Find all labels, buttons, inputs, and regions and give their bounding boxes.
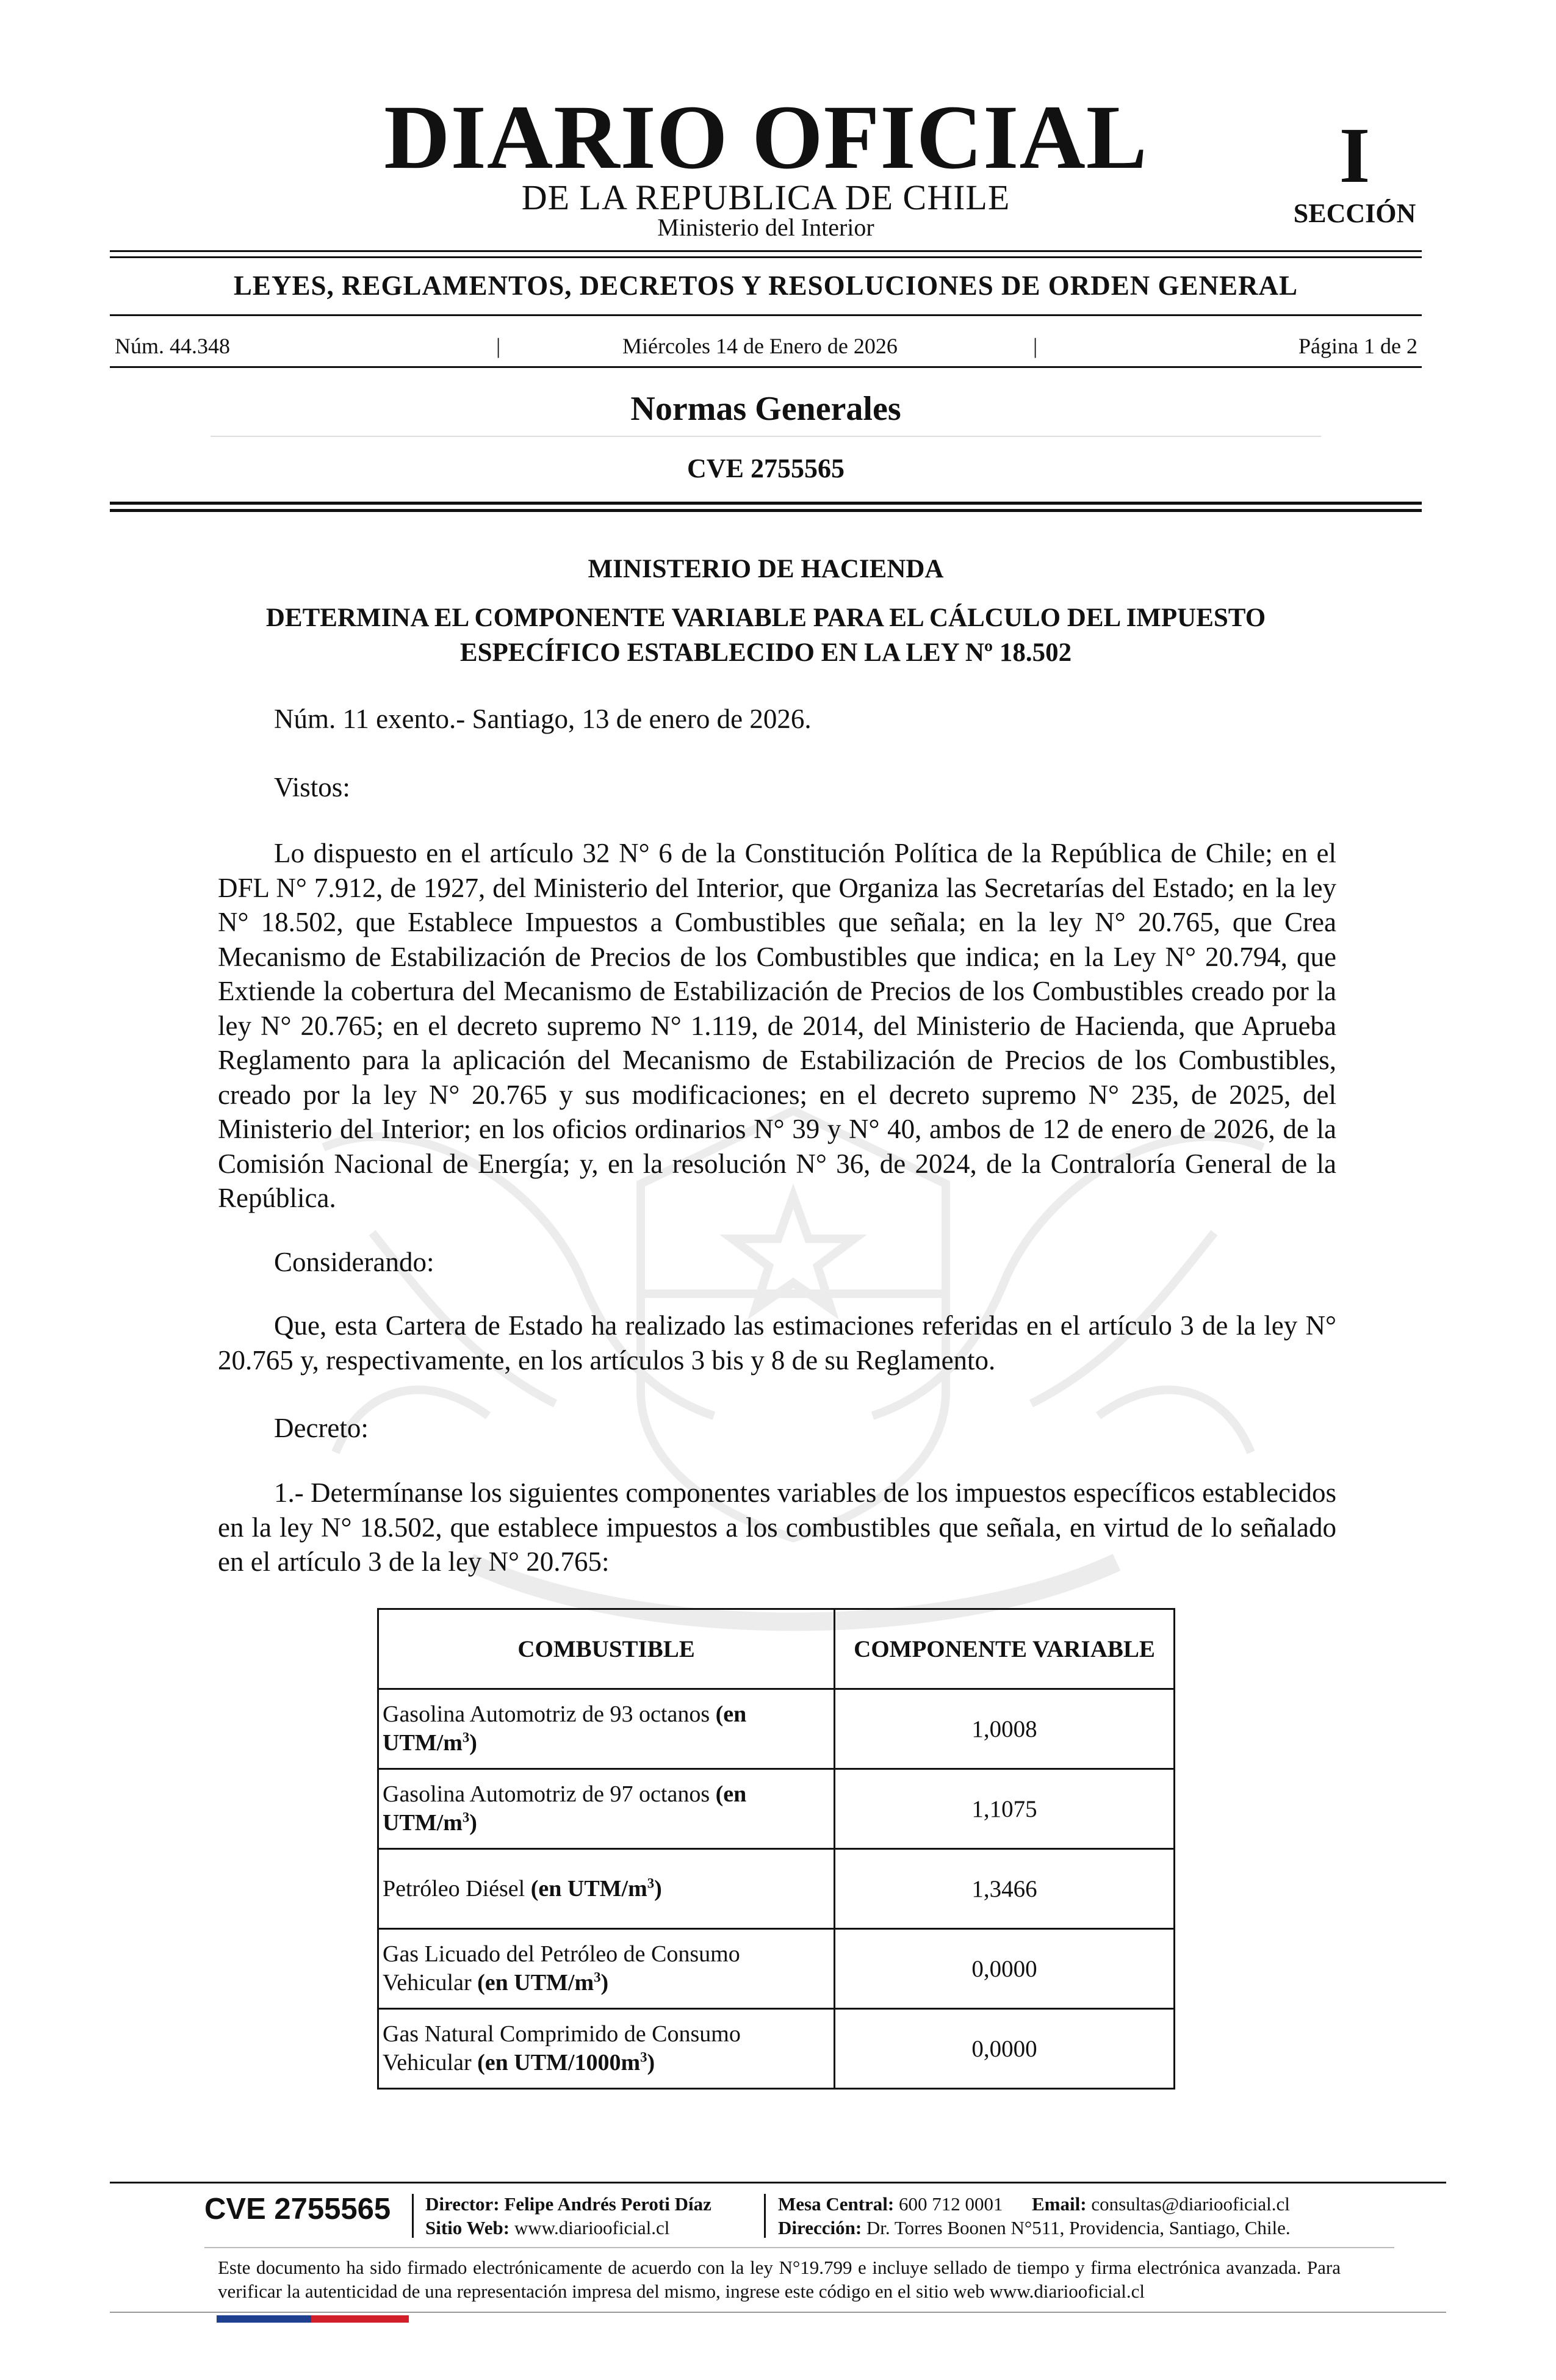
issue-number: Núm. 44.348 bbox=[115, 334, 230, 358]
fuel-name: Gasolina Automotriz de 93 octanos bbox=[383, 1701, 716, 1727]
fuel-unit-exponent: 3 bbox=[647, 1875, 655, 1891]
footer-divider bbox=[764, 2194, 766, 2238]
header-cell-variable-component: COMPONENTE VARIABLE bbox=[835, 1609, 1175, 1689]
document-title-line-2: ESPECÍFICO ESTABLECIDO EN LA LEY Nº 18.502 bbox=[459, 638, 1072, 667]
issue-row bbox=[115, 331, 1417, 361]
considerando-label: Considerando: bbox=[274, 1247, 434, 1277]
header-rule bbox=[110, 256, 1422, 258]
footer-phone-email bbox=[778, 2192, 1364, 2216]
issue-rule bbox=[110, 366, 1422, 368]
fuel-unit bbox=[477, 2050, 655, 2075]
cve-rule bbox=[110, 502, 1422, 505]
masthead-title: DIARIO OFICIAL bbox=[384, 87, 1148, 188]
considerando-paragraph: Que, esta Cartera de Estado ha realizado las estimaciones referidas en el artículo 3 de la ley N° 20.765 y, respectivamente, en los artículos 3 bis y 8 de su Reglamento. bbox=[218, 1310, 1336, 1376]
variable-component-value: 0,0000 bbox=[835, 2009, 1175, 2089]
footer-divider bbox=[412, 2194, 414, 2238]
footer-address bbox=[778, 2216, 1364, 2240]
issue-separator: | bbox=[496, 334, 501, 358]
variable-component-value: 1,3466 bbox=[835, 1849, 1175, 1929]
masthead-subtitle: DE LA REPUBLICA DE CHILE bbox=[521, 178, 1010, 217]
fuel-unit bbox=[477, 1970, 608, 1996]
fuel-name-cell bbox=[378, 1689, 835, 1769]
website-label: Sitio Web: bbox=[425, 2217, 510, 2238]
fuel-name: Gasolina Automotriz de 97 octanos bbox=[383, 1781, 716, 1807]
footer-director bbox=[425, 2192, 767, 2216]
decreto-paragraph: 1.- Determínanse los siguientes componentes variables de los impuestos específicos establecidos en la ley N° 18.502, que establece impuestos a los combustibles que señala, en virtud de lo señalado en el artículo 3 de la ley N° 20.765: bbox=[218, 1477, 1336, 1577]
section-numeral: I bbox=[1339, 112, 1371, 200]
table-header-row bbox=[378, 1609, 1175, 1689]
header-rule bbox=[110, 250, 1422, 252]
document-title-line-1: DETERMINA EL COMPONENTE VARIABLE PARA EL CÁLCULO DEL IMPUESTO bbox=[265, 604, 1266, 632]
table-row bbox=[378, 1769, 1175, 1849]
fuel-unit-close: ) bbox=[600, 1970, 609, 1996]
section-label: SECCIÓN bbox=[1293, 198, 1416, 228]
fuel-unit-close: ) bbox=[469, 1810, 477, 1836]
footer-thin-rule bbox=[204, 2247, 1394, 2248]
footer-bottom-rule bbox=[110, 2312, 1446, 2313]
issue-date: Miércoles 14 de Enero de 2026 bbox=[622, 334, 898, 358]
header-cell-fuel: COMBUSTIBLE bbox=[378, 1609, 835, 1689]
director-label: Director: bbox=[425, 2193, 500, 2215]
fuel-unit-text: (en UTM/m bbox=[383, 1701, 747, 1756]
fuel-name-cell bbox=[378, 1929, 835, 2009]
fuel-unit-exponent: 3 bbox=[462, 1809, 470, 1825]
fuel-unit-text: (en UTM/m bbox=[477, 1970, 594, 1996]
variable-component-value: 0,0000 bbox=[835, 1929, 1175, 2009]
fuel-unit-exponent: 3 bbox=[594, 1969, 601, 1985]
vistos-label: Vistos: bbox=[274, 772, 350, 802]
section-title: Normas Generales bbox=[630, 390, 901, 428]
footer-rule bbox=[110, 2182, 1446, 2183]
website-link[interactable]: www.diariooficial.cl bbox=[514, 2217, 670, 2238]
fuel-unit-exponent: 3 bbox=[462, 1729, 470, 1745]
footer-contact-block bbox=[778, 2192, 1364, 2240]
section-banner: LEYES, REGLAMENTOS, DECRETOS Y RESOLUCIONES DE ORDEN GENERAL bbox=[233, 270, 1298, 301]
flag-stripe-red bbox=[311, 2315, 409, 2323]
section-divider bbox=[211, 436, 1321, 437]
fuel-unit-close: ) bbox=[469, 1730, 477, 1756]
phone-label: Mesa Central: bbox=[778, 2193, 895, 2215]
fuel-unit-text: (en UTM/1000m bbox=[477, 2050, 641, 2075]
flag-stripe-blue bbox=[217, 2315, 311, 2323]
issue-separator: | bbox=[1033, 334, 1038, 358]
fuel-unit-text: (en UTM/m bbox=[383, 1781, 747, 1836]
footer-website bbox=[425, 2216, 767, 2240]
email-label: Email: bbox=[1032, 2193, 1087, 2215]
fuel-unit-close: ) bbox=[647, 2050, 655, 2075]
fuel-name-cell bbox=[378, 2009, 835, 2089]
table-row bbox=[378, 1849, 1175, 1929]
footer-director-block bbox=[425, 2192, 767, 2240]
fuel-unit-close: ) bbox=[654, 1875, 662, 1902]
footer-cve: CVE 2755565 bbox=[204, 2193, 391, 2226]
fuel-name-cell bbox=[378, 1849, 835, 1929]
fuel-unit bbox=[531, 1876, 662, 1902]
variable-component-value: 1,0008 bbox=[835, 1689, 1175, 1769]
decreto-label: Decreto: bbox=[274, 1413, 369, 1443]
fuel-name-cell bbox=[378, 1769, 835, 1849]
cve-rule bbox=[110, 509, 1422, 512]
variable-component-value: 1,1075 bbox=[835, 1769, 1175, 1849]
address-value: Dr. Torres Boonen N°511, Providencia, Santiago, Chile. bbox=[866, 2217, 1291, 2238]
fuel-name: Gas Licuado del Petróleo de Consumo Vehicular bbox=[383, 1941, 740, 1996]
fuel-name: Petróleo Diésel bbox=[383, 1875, 531, 1902]
cve-code: CVE 2755565 bbox=[687, 453, 845, 483]
signature-note: Este documento ha sido firmado electrónicamente de acuerdo con la ley N°19.799 e incluye sellado de tiempo y firma electrónica avanzada. Para verificar la autenticidad de una representación impresa del mismo, ingrese este código en el sitio web www.diariooficial.cl bbox=[218, 2257, 1341, 2302]
table-row bbox=[378, 1929, 1175, 2009]
phone-value: 600 712 0001 bbox=[899, 2193, 1003, 2215]
masthead-ministry: Ministerio del Interior bbox=[657, 214, 874, 241]
table-row bbox=[378, 1689, 1175, 1769]
fuel-unit-text: (en UTM/m bbox=[530, 1875, 647, 1902]
table-row bbox=[378, 2009, 1175, 2089]
email-link[interactable]: consultas@diariooficial.cl bbox=[1091, 2193, 1290, 2215]
decree-number: Núm. 11 exento.- Santiago, 13 de enero de 2026. bbox=[274, 704, 812, 734]
director-name: Felipe Andrés Peroti Díaz bbox=[504, 2193, 711, 2215]
fuel-name: Gas Natural Comprimido de Consumo Vehicular bbox=[383, 2021, 741, 2075]
banner-rule bbox=[110, 314, 1422, 316]
vistos-paragraph: Lo dispuesto en el artículo 32 N° 6 de la Constitución Política de la República de Chile; en el DFL N° 7.912, de 1927, del Ministerio del Interior, que Organiza las Secretarías del Estado; en la ley N° 18.502, que Establece Impuestos a Combustibles que señala; en la ley N° 20.765, que Crea Mecanismo de Estabilización de Precios de los Combustibles que indica; en la Ley N° 20.794, que Extiende la cobertura del Mecanismo de Estabilización de Precios de los Combustibles creado por la ley N° 20.765; en el decreto supremo N° 1.119, de 2014, del Ministerio de Hacienda, que Aprueba Reglamento para la aplicación del Mecanismo de Estabilización de Precios de los Combustibles, creado por la ley N° 20.765 y sus modificaciones; en el decreto supremo N° 235, de 2025, del Ministerio del Interior; en los oficios ordinarios N° 39 y N° 40, ambos de 12 de enero de 2026, de la Comisión Nacional de Energía; y, en la resolución N° 36, de 2024, de la Contraloría General de la República. bbox=[218, 838, 1336, 1213]
address-label: Dirección: bbox=[778, 2217, 862, 2238]
ministry-heading: MINISTERIO DE HACIENDA bbox=[588, 555, 944, 583]
page-indicator: Página 1 de 2 bbox=[1298, 334, 1417, 358]
fuel-unit-exponent: 3 bbox=[640, 2049, 647, 2065]
fuel-components-table bbox=[377, 1608, 1175, 2090]
